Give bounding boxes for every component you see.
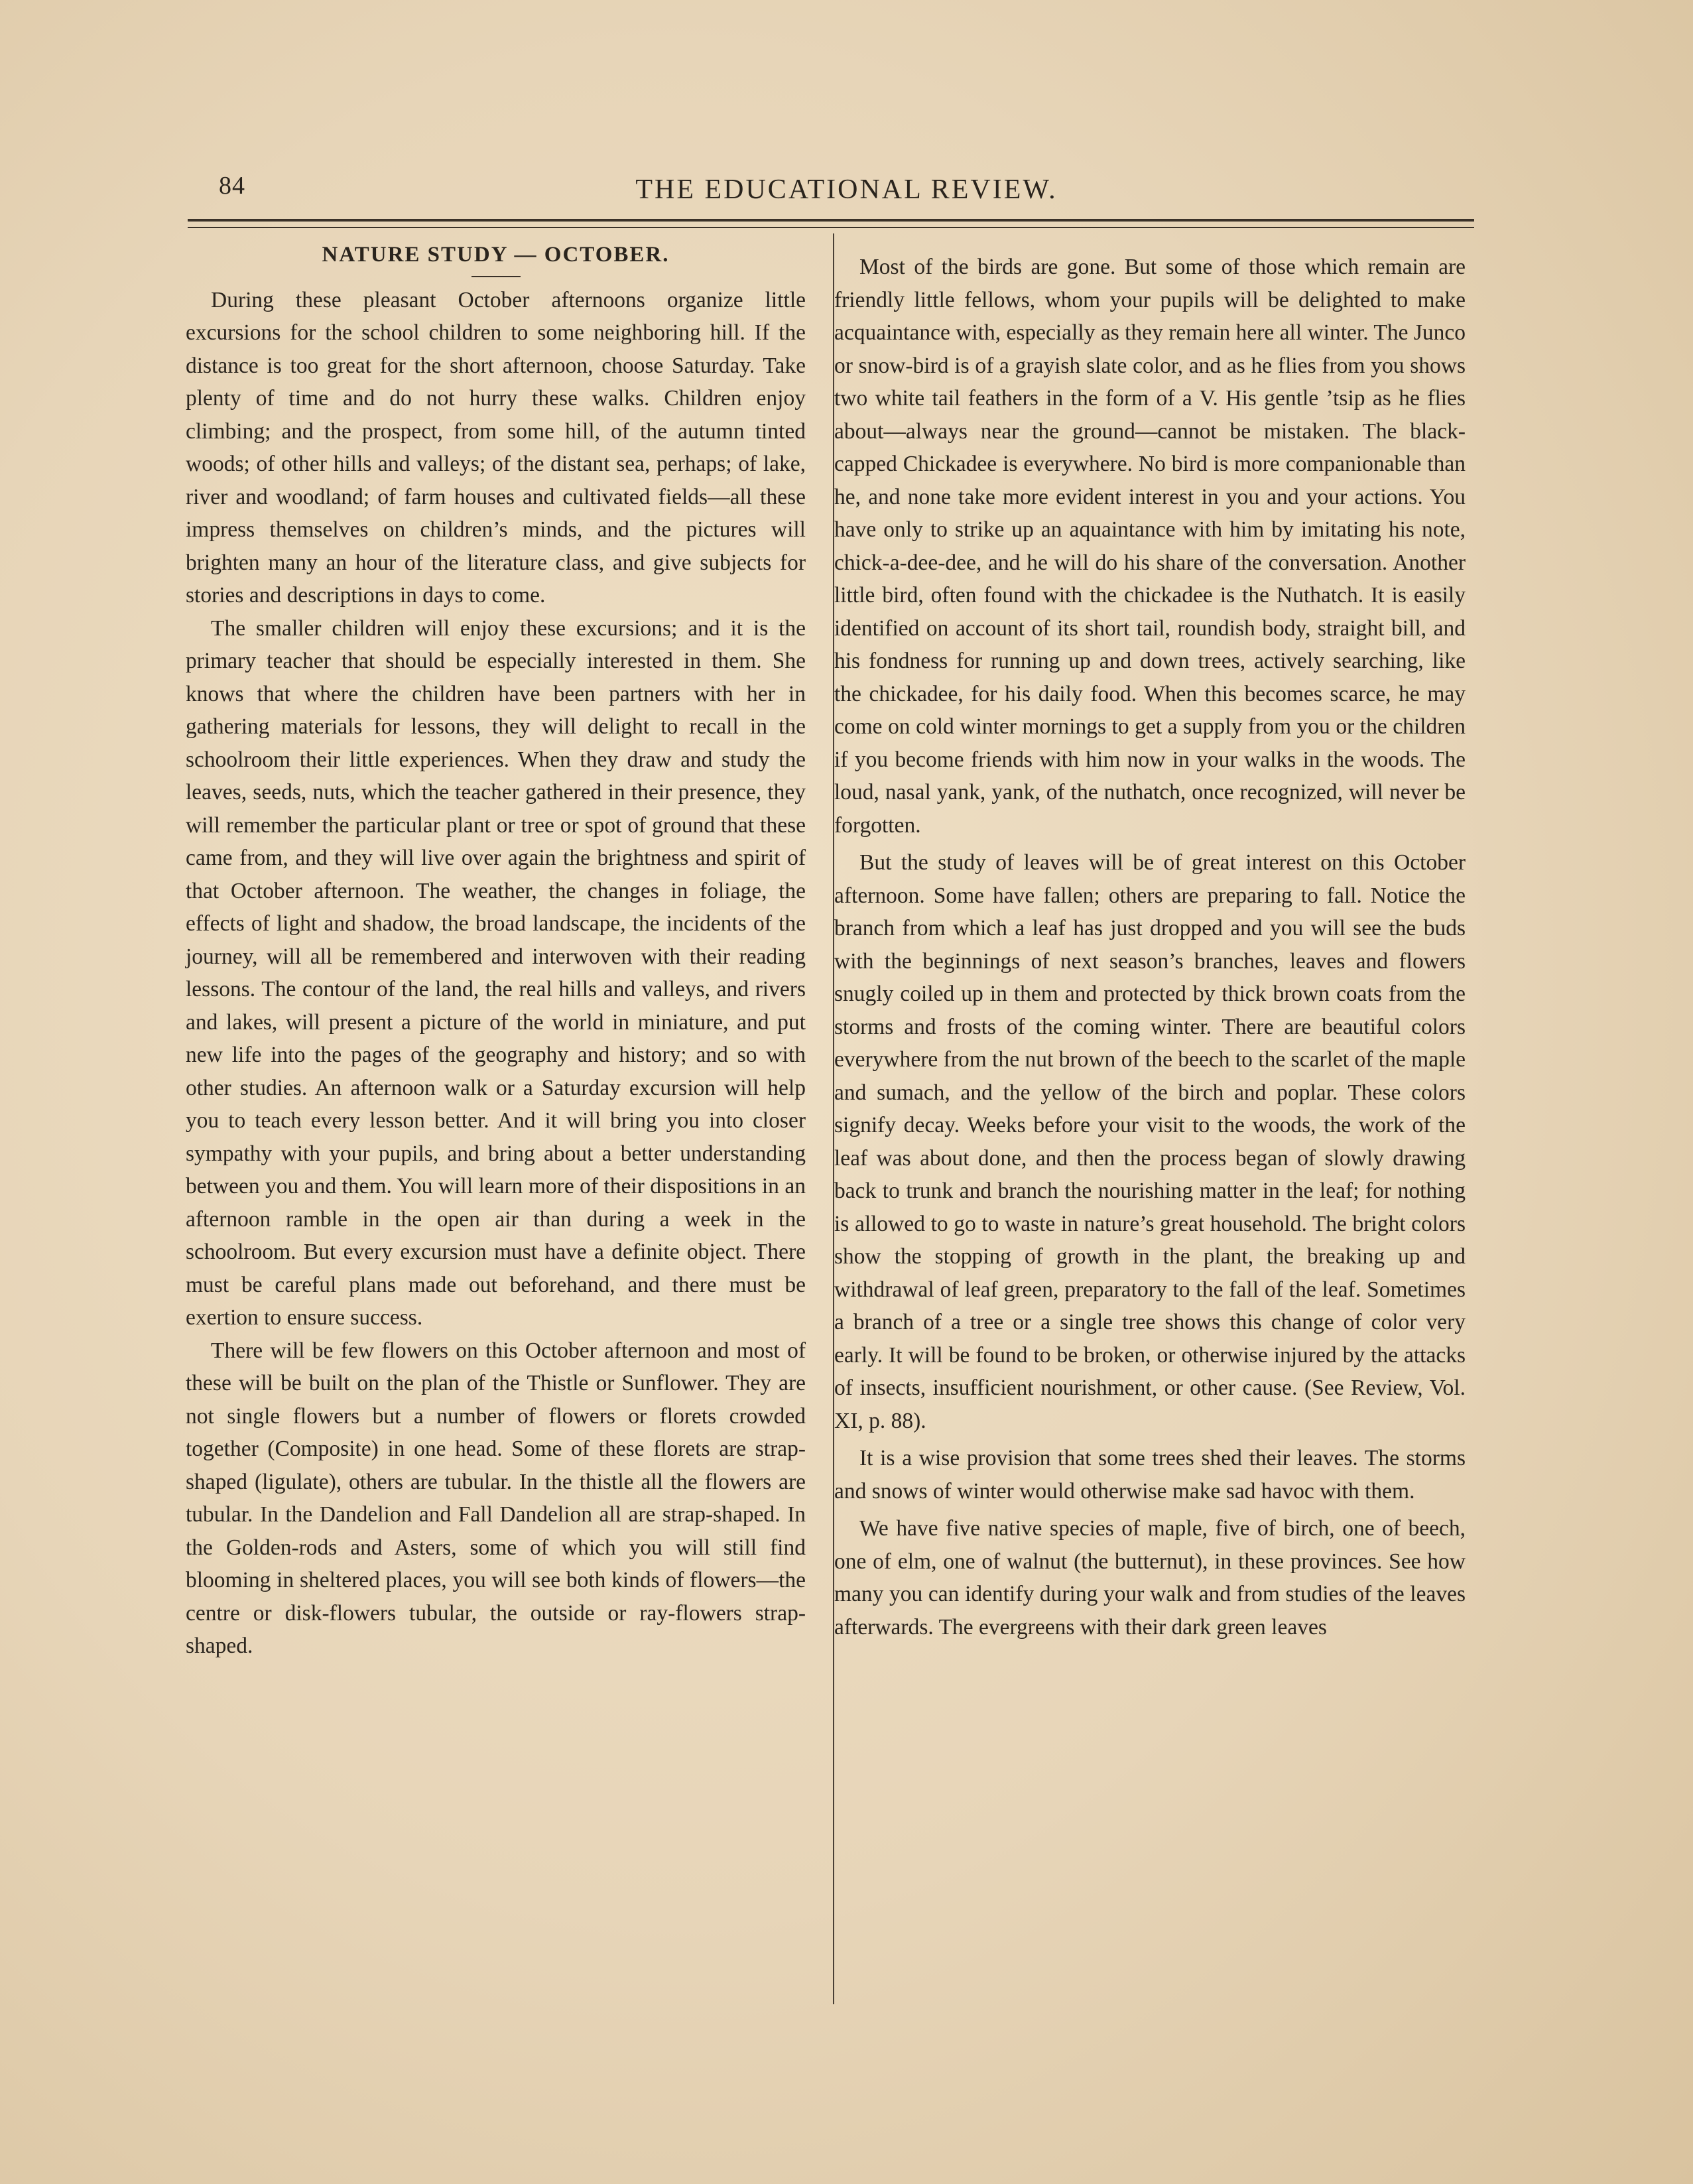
page-number: 84: [219, 172, 245, 200]
header-rule-thin: [188, 227, 1474, 228]
paragraph: There will be few flowers on this October afternoon and most of these will be built on the plan of the Thistle or Sunflower. They are not single flowers but a number of flowers or florets crowded together (Composite) in one head. Some of these florets are strap-shaped (ligulate), others are tubular. In the thistle all the flowers are tubular. In the Dandelion and Fall Dandelion all are strap-shaped. In the Golden-rods and Asters, some of which you will still find blooming in sheltered places, you will see both kinds of flowers—the centre or disk-flowers tubular, the outside or ray-flowers strap-shaped.: [186, 1338, 806, 1658]
paragraph: But the study of leaves will be of great interest on this October afternoon. Some have fallen; others are preparing to fall. Notice the branch from which a leaf has just dropped and you will see the buds with the beginnings of next season’s branches, leaves and flowers snugly coiled up in them and protected by thick brown coats from the storms and frosts of the coming winter. There are beautiful colors everywhere from the nut brown of the beech to the scarlet of the maple and sumach, and the yellow of the birch and poplar. These colors signify decay. Weeks before your visit to the woods, the work of the leaf was about done, and then the process began of slowly drawing back to trunk and branch the nourishing matter in the leaf; for nothing is allowed to go to waste in nature’s great household. The bright colors show the stopping of growth in the plant, the breaking up and withdrawal of leaf green, preparatory to the fall of the leaf. Sometimes a branch of a tree or a single tree shows this change of color very early. It will be found to be broken, or otherwise injured by the attacks of insects, insufficient nourishment, or other cause. (See Review, Vol. XI, p. 88).: [834, 850, 1466, 1433]
header-rule: [188, 219, 1474, 222]
paragraph: Most of the birds are gone. But some of those which remain are friendly little fellows, whom your pupils will be delighted to make acquaintance with, especially as they remain here all winter. The Junco or snow-bird is of a grayish slate color, and as he flies from you shows two white tail feathers in the form of a V. His gentle ’tsip as he flies about—always near the ground—cannot be mistaken. The black-capped Chickadee is everywhere. No bird is more companionable than he, and none take more evident interest in you and your actions. You have only to strike up an aquaintance with him by imitating his note, chick-a-dee-dee, and he will do his share of the conversation. Another little bird, often found with the chickadee is the Nuthatch. It is easily identified on account of its short tail, roundish body, straight bill, and his fondness for running up and down trees, actively searching, like the chickadee, for his daily food. When this becomes scarce, he may come on cold winter mornings to get a supply from you or the children if you become friends with him now in your walks in the woods. The loud, nasal yank, yank, of the nuthatch, once recognized, will never be forgotten.: [834, 255, 1466, 838]
left-column: [186, 239, 806, 1663]
article-title: NATURE STUDY — OCTOBER.: [322, 243, 670, 267]
paragraph: It is a wise provision that some trees shed their leaves. The storms and snows of winter would otherwise make sad havoc with them.: [834, 1446, 1466, 1504]
paragraph: The smaller children will enjoy these excursions; and it is the primary teacher that should be especially interested in them. She knows that where the children have been partners with her in gathering materials for lessons, they will delight to recall in the schoolroom their little experiences. When they draw and study the leaves, seeds, nuts, which the teacher gathered in their presence, they will remember the particular plant or tree or spot of ground that these came from, and they will live over again the brightness and spirit of that October afternoon. The weather, the changes in foliage, the effects of light and shadow, the broad landscape, the incidents of the journey, will all be remembered and interwoven with their reading lessons. The contour of the land, the real hills and valleys, and rivers and lakes, will present a picture of the world in miniature, and put new life into the pages of the geography and history; and so with other studies. An afternoon walk or a Saturday excursion will help you to teach every lesson better. And it will bring you into closer sympathy with your pupils, and bring about a better understanding between you and them. You will learn more of their dispositions in an afternoon ramble in the open air than during a week in the schoolroom. But every excursion must have a definite object. There must be careful plans made out beforehand, and there must be exertion to ensure success.: [186, 615, 806, 1330]
paragraph: During these pleasant October afternoons organize little excursions for the school children to some neighboring hill. If the distance is too great for the short afternoon, choose Saturday. Take plenty of time and do not hurry these walks. Children enjoy climbing; and the prospect, from some hill, of the autumn tinted woods; of other hills and valleys; of the distant sea, perhaps; of lake, river and woodland; of farm houses and cultivated fields—all these impress themselves on children’s minds, and the pictures will brighten many an hour of the literature class, and give subjects for stories and descriptions in days to come.: [186, 287, 806, 608]
running-title: THE EDUCATIONAL REVIEW.: [635, 174, 1058, 205]
right-column: [834, 239, 1466, 1643]
paragraph: We have five native species of maple, five of birch, one of beech, one of elm, one of walnut (the butternut), in these provinces. See how many you can identify during your walk and from studies of the leaves afterwards. The evergreens with their dark green leaves: [834, 1516, 1466, 1639]
title-rule: [471, 276, 521, 277]
